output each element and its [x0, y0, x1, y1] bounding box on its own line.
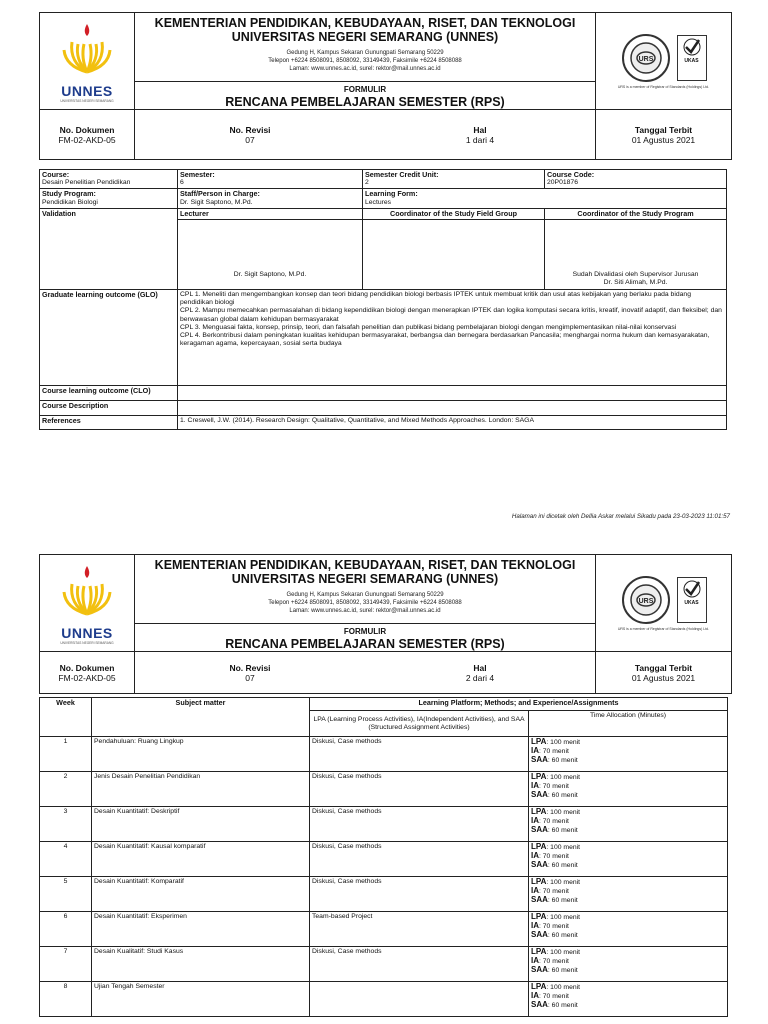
table-row — [40, 772, 728, 807]
week-cell: 7 — [40, 947, 92, 982]
unnes-logo — [40, 13, 135, 110]
lpa-minutes: : 100 menit — [546, 914, 581, 921]
subject-cell: Ujian Tengah Semester — [92, 982, 310, 1017]
subject-cell: Desain Kuantitatif: Komparatif — [92, 877, 310, 912]
lpa-minutes: : 100 menit — [546, 739, 581, 746]
doc-number-label: No. Dokumen — [59, 662, 115, 673]
ia-tag: IA — [531, 851, 539, 860]
table-row — [40, 982, 728, 1017]
method-cell: Team-based Project — [310, 912, 529, 947]
ia-tag: IA — [531, 781, 539, 790]
lpa-minutes: : 100 menit — [546, 774, 581, 781]
doc-number: FM-02-AKD-05 — [58, 672, 116, 683]
saa-minutes: : 60 menit — [547, 792, 578, 799]
form-label: FORMULIR — [343, 627, 387, 636]
course-label: Course: — [42, 170, 70, 179]
phone-line: Telepon +6224 8508091, 8508092, 33149439, Faksimile +6224 8508088 — [268, 58, 462, 64]
table-row — [40, 877, 728, 912]
subject-cell: Desain Kuantitatif: Kausal komparatif — [92, 842, 310, 877]
glo-item: CPL 3. Menguasai fakta, konsep, prinsip, teori, dan falsafah penelitian dan publikasi bidang pembelajaran biologi dengan mengimplementasikan nilai-nilai konservasi — [180, 323, 677, 331]
course-code-label: Course Code: — [547, 170, 595, 179]
issue-date-label: Tanggal Terbit — [634, 124, 693, 135]
saa-tag: SAA — [531, 860, 548, 869]
coordinator-program-label: Coordinator of the Study Program — [577, 208, 694, 218]
ministry-name: KEMENTERIAN PENDIDIKAN, KEBUDAYAAN, RISET, DAN TEKNOLOGI — [154, 558, 576, 572]
ia-tag: IA — [531, 956, 539, 965]
urs-certification-icon — [621, 33, 671, 83]
study-program-label: Study Program: — [42, 189, 96, 199]
form-label: FORMULIR — [343, 85, 387, 94]
method-cell: Diskusi, Case methods — [310, 807, 529, 842]
ia-minutes: : 70 menit — [539, 818, 569, 825]
form-title: RENCANA PEMBELAJARAN SEMESTER (RPS) — [225, 637, 505, 651]
logo-text: UNNES — [61, 82, 113, 99]
revision-label: No. Revisi — [229, 124, 271, 135]
ia-tag: IA — [531, 991, 539, 1000]
platform-header: Learning Platform; Methods; and Experience/Assignments — [310, 698, 728, 711]
saa-minutes: : 60 menit — [547, 932, 578, 939]
lpa-tag: LPA — [531, 807, 547, 816]
credit-value: 2 — [365, 179, 369, 187]
ukas-crown-check-icon — [682, 578, 702, 600]
glo-label: Graduate learning outcome (GLO) — [42, 290, 158, 300]
learning-form: Lectures — [365, 198, 392, 206]
method-cell: Diskusi, Case methods — [310, 877, 529, 912]
printed-note: Halaman ini dicetak oleh Dellia Askar melalui Sikadu pada 23-03-2023 11:01:57 — [511, 513, 730, 520]
glo-item: CPL 1. Meneliti dan mengembangkan konsep dan teori bidang pendidikan biologi berbasis IPTEK untuk membuat kritik dan usul atas kebijakan yang berlaku pada bidang pendidikan biologi — [180, 291, 691, 307]
ia-minutes: : 70 menit — [539, 853, 569, 860]
phone-line: Telepon +6224 8508091, 8508092, 33149439, Faksimile +6224 8508088 — [268, 600, 462, 606]
time-allocation-cell — [529, 807, 728, 842]
form-title: RENCANA PEMBELAJARAN SEMESTER (RPS) — [225, 95, 505, 109]
method-cell: Diskusi, Case methods — [310, 737, 529, 772]
revision-number: 07 — [245, 134, 255, 145]
certification-logos — [596, 13, 732, 110]
staff-name: Dr. Sigit Saptono, M.Pd. — [180, 198, 253, 206]
issue-date: 01 Agustus 2021 — [631, 134, 696, 145]
university-name: UNIVERSITAS NEGERI SEMARANG (UNNES) — [231, 30, 499, 44]
time-allocation-cell — [529, 842, 728, 877]
lpa-tag: LPA — [531, 877, 547, 886]
subject-cell: Desain Kuantitatif: Deskriptif — [92, 807, 310, 842]
coordinator-field-label: Coordinator of the Study Field Group — [390, 208, 517, 218]
course-name: Desain Penelitian Pendidikan — [42, 179, 131, 187]
page-label: Hal — [473, 662, 487, 673]
glo-item: CPL 2. Mampu memecahkan permasalahan di bidang kependidikan biologi dengan menerapkan IPTEK dan logika komputasi secara kritis, kreatif, inovatif adaptif, dan fleksibel; dan berwawasan global dalam kehidupan bermasyarakat — [180, 307, 722, 323]
unnes-emblem-icon — [60, 562, 114, 620]
staff-label: Staff/Person in Charge: — [180, 189, 260, 199]
web-line: Laman: www.unnes.ac.id, surel: rektor@mail.unnes.ac.id — [289, 66, 441, 72]
time-allocation-cell — [529, 947, 728, 982]
course-code: 20P01876 — [547, 179, 578, 187]
certification-logos — [596, 555, 732, 652]
validation-label: Validation — [42, 208, 76, 218]
method-cell: Diskusi, Case methods — [310, 772, 529, 807]
subject-cell: Desain Kuantitatif: Eksperimen — [92, 912, 310, 947]
lpa-tag: LPA — [531, 982, 547, 991]
ia-tag: IA — [531, 746, 539, 755]
saa-minutes: : 60 menit — [547, 757, 578, 764]
time-allocation-cell — [529, 877, 728, 912]
saa-minutes: : 60 menit — [547, 1002, 578, 1009]
study-program: Pendidikan Biologi — [42, 198, 98, 206]
saa-tag: SAA — [531, 965, 548, 974]
doc-number-label: No. Dokumen — [59, 124, 115, 135]
ia-tag: IA — [531, 886, 539, 895]
saa-tag: SAA — [531, 755, 548, 764]
saa-minutes: : 60 menit — [547, 827, 578, 834]
time-allocation-cell — [529, 982, 728, 1017]
revision-label: No. Revisi — [229, 662, 271, 673]
ia-minutes: : 70 menit — [539, 888, 569, 895]
logo-subtext: UNIVERSITAS NEGERI SEMARANG — [60, 640, 114, 645]
week-cell: 2 — [40, 772, 92, 807]
issue-date: 01 Agustus 2021 — [631, 672, 696, 683]
ukas-label: UKAS — [684, 600, 699, 606]
saa-tag: SAA — [531, 895, 548, 904]
activities-header: LPA (Learning Process Activities), IA(Independent Activities), and SAA (Structured Assignment Activities) — [310, 711, 529, 737]
week-cell: 4 — [40, 842, 92, 877]
lpa-minutes: : 100 menit — [546, 984, 581, 991]
glo-item: CPL 4. Berkontribusi dalam peningkatan kualitas kehidupan bermasyarakat, berbangsa dan bernegara berdasarkan Pancasila; menghargai norma hukum dan kemasyarakatan, keragaman agama, kepercayaan, sosial serta budaya — [180, 332, 710, 348]
web-line: Laman: www.unnes.ac.id, surel: rektor@mail.unnes.ac.id — [289, 608, 441, 614]
revision-number: 07 — [245, 672, 255, 683]
document-header-page-2 — [39, 554, 731, 694]
lecturer-label: Lecturer — [180, 208, 209, 218]
lpa-tag: LPA — [531, 772, 547, 781]
week-cell: 6 — [40, 912, 92, 947]
saa-minutes: : 60 menit — [547, 967, 578, 974]
doc-number: FM-02-AKD-05 — [58, 134, 116, 145]
ministry-name: KEMENTERIAN PENDIDIKAN, KEBUDAYAAN, RISET, DAN TEKNOLOGI — [154, 16, 576, 30]
learning-form-label: Learning Form: — [365, 189, 418, 199]
semester-label: Semester: — [180, 170, 215, 179]
certification-note: URS is a member of Registrar of Standards (Holdings) Ltd. — [617, 627, 710, 631]
table-row — [40, 842, 728, 877]
ia-tag: IA — [531, 921, 539, 930]
lpa-minutes: : 100 menit — [546, 879, 581, 886]
table-row — [40, 947, 728, 982]
lecturer-signature-name: Dr. Sigit Saptono, M.Pd. — [233, 270, 307, 278]
week-cell: 8 — [40, 982, 92, 1017]
logo-text: UNNES — [61, 624, 113, 641]
coordinator-program-name: Dr. Siti Alimah, M.Pd. — [603, 278, 668, 286]
subject-cell: Desain Kualitatif: Studi Kasus — [92, 947, 310, 982]
week-header: Week — [40, 698, 92, 737]
urs-certification-icon — [621, 575, 671, 625]
lpa-tag: LPA — [531, 947, 547, 956]
lpa-tag: LPA — [531, 842, 547, 851]
unnes-logo — [40, 555, 135, 652]
subject-header: Subject matter — [92, 698, 310, 737]
issue-date-label: Tanggal Terbit — [634, 662, 693, 673]
learning-plan-table — [39, 697, 727, 1017]
course-description-label: Course Description — [42, 401, 109, 411]
ia-minutes: : 70 menit — [539, 783, 569, 790]
ia-tag: IA — [531, 816, 539, 825]
table-row — [40, 807, 728, 842]
clo-label: Course learning outcome (CLO) — [42, 386, 151, 396]
week-cell: 3 — [40, 807, 92, 842]
validated-note: Sudah Divalidasi oleh Supervisor Jurusan — [572, 270, 699, 278]
lpa-tag: LPA — [531, 737, 547, 746]
ukas-label: UKAS — [684, 58, 699, 64]
table-row — [40, 737, 728, 772]
week-cell: 5 — [40, 877, 92, 912]
saa-tag: SAA — [531, 790, 548, 799]
time-allocation-cell — [529, 772, 728, 807]
references-label: References — [42, 416, 81, 426]
semester-value: 6 — [180, 179, 184, 187]
time-allocation-header: Time Allocation (Minutes) — [529, 711, 728, 737]
saa-minutes: : 60 menit — [547, 862, 578, 869]
ia-minutes: : 70 menit — [539, 748, 569, 755]
table-row — [40, 912, 728, 947]
course-info-table — [39, 169, 726, 430]
lpa-tag: LPA — [531, 912, 547, 921]
method-cell: Diskusi, Case methods — [310, 842, 529, 877]
lpa-minutes: : 100 menit — [546, 809, 581, 816]
university-name: UNIVERSITAS NEGERI SEMARANG (UNNES) — [231, 572, 499, 586]
credit-label: Semester Credit Unit: — [365, 170, 439, 179]
saa-tag: SAA — [531, 825, 548, 834]
address-line: Gedung H, Kampus Sekaran Gunungpati Semarang 50229 — [286, 50, 444, 56]
saa-minutes: : 60 menit — [547, 897, 578, 904]
ia-minutes: : 70 menit — [539, 993, 569, 1000]
week-cell: 1 — [40, 737, 92, 772]
lpa-minutes: : 100 menit — [546, 844, 581, 851]
certification-note: URS is a member of Registrar of Standards (Holdings) Ltd. — [617, 85, 710, 89]
ia-minutes: : 70 menit — [539, 958, 569, 965]
page-number: 2 dari 4 — [465, 672, 495, 683]
method-cell: Diskusi, Case methods — [310, 947, 529, 982]
time-allocation-cell — [529, 737, 728, 772]
svg-text:URS: URS — [638, 598, 653, 605]
saa-tag: SAA — [531, 930, 548, 939]
time-allocation-cell — [529, 912, 728, 947]
method-cell — [310, 982, 529, 1017]
document-header — [39, 12, 731, 160]
subject-cell: Pendahuluan: Ruang Lingkup — [92, 737, 310, 772]
unnes-emblem-icon — [60, 20, 114, 78]
address-line: Gedung H, Kampus Sekaran Gunungpati Semarang 50229 — [286, 592, 444, 598]
ukas-crown-check-icon — [682, 36, 702, 58]
lpa-minutes: : 100 menit — [546, 949, 581, 956]
logo-subtext: UNIVERSITAS NEGERI SEMARANG — [60, 98, 114, 103]
page-label: Hal — [473, 124, 487, 135]
page-number: 1 dari 4 — [465, 134, 495, 145]
saa-tag: SAA — [531, 1000, 548, 1009]
subject-cell: Jenis Desain Penelitian Pendidikan — [92, 772, 310, 807]
reference-item: 1. Creswell, J.W. (2014). Research Design: Qualitative, Quantitative, and Mixed Methods Approaches. London: SAGA — [180, 417, 534, 425]
svg-text:URS: URS — [638, 56, 653, 63]
ia-minutes: : 70 menit — [539, 923, 569, 930]
